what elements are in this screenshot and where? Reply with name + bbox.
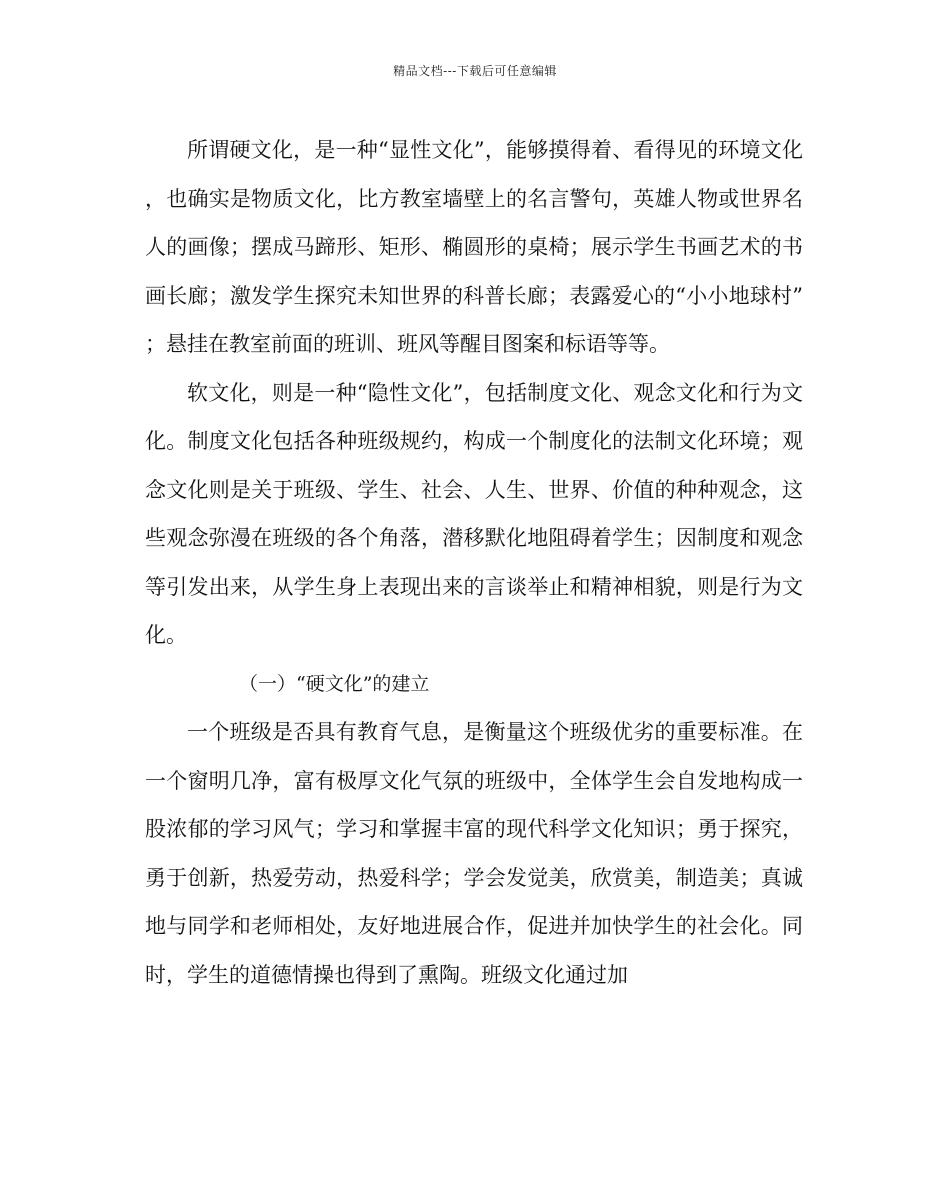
paragraph-class-atmosphere: 一个班级是否具有教育气息，是衡量这个班级优劣的重要标准。在一个窗明几净，富有极厚文化气氛的班级中，全体学生会自发地构成一股浓郁的学习风气；学习和掌握丰富的现代科学文化知识；勇于探究，勇于创新，热爱劳动，热爱科学；学会发觉美，欣赏美，制造美；真诚地与同学和老师相处，友好地进展合作，促进并加快学生的社会化。同时，学生的道德情操也得到了熏陶。班级文化通过加	[145, 720, 803, 987]
paragraph-soft-culture: 软文化，则是一种“隐性文化”，包括制度文化、观念文化和行为文化。制度文化包括各种班级规约，构成一个制度化的法制文化环境；观念文化则是关于班级、学生、社会、人生、世界、价值的种种观念，这些观念弥漫在班级的各个角落，潜移默化地阻碍着学生；因制度和观念等引发出来，从学生身上表现出来的言谈举止和精神相貌，则是行为文化。	[145, 380, 803, 647]
document-body	[145, 126, 803, 999]
paragraph-hard-culture: 所谓硬文化，是一种“显性文化”，能够摸得着、看得见的环境文化，也确实是物质文化，比方教室墙壁上的名言警句，英雄人物或世界名人的画像；摆成马蹄形、矩形、椭圆形的桌椅；展示学生书画艺术的书画长廊；激发学生探究未知世界的科普长廊；表露爱心的“小小地球村”；悬挂在教室前面的班训、班风等醒目图案和标语等等。	[145, 138, 803, 356]
section-heading: （一）“硬文化”的建立	[239, 672, 430, 695]
page-header: 精品文档---下载后可任意编辑	[393, 64, 557, 78]
